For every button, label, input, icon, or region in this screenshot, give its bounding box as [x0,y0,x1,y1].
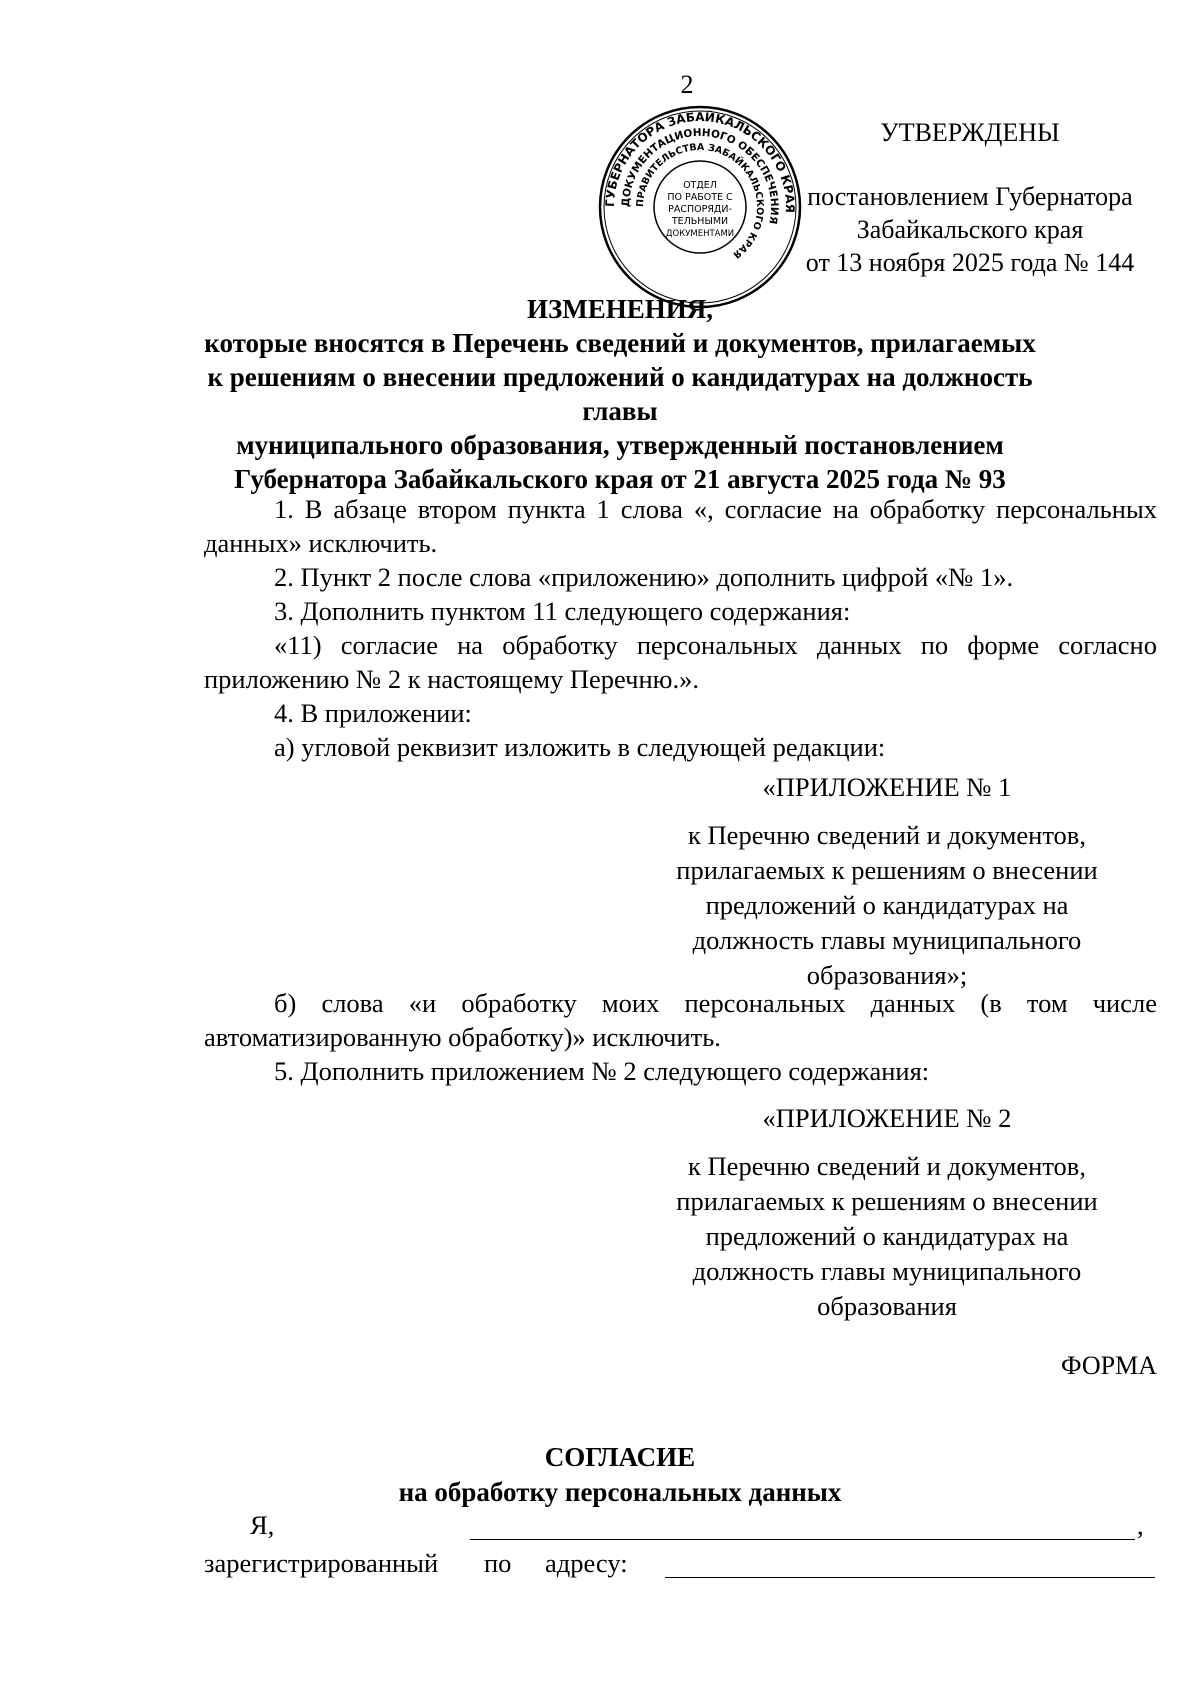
paragraph-7: б) слова «и обработку моих персональных данных (в том числе автоматизированную обработку)» исключить. [204,988,1157,1052]
appendix-2-line-4: должность главы муниципального [692,1256,1082,1286]
title-line-1: ИЗМЕНЕНИЯ, [526,294,713,324]
appendix-1-line-1: к Перечню сведений и документов, [688,820,1086,850]
document-title [180,292,1060,496]
seal-middle-text: ДОКУМЕНТАЦИОННОГО ОБЕСПЕЧЕНИЯ [619,126,781,225]
approval-line-2: Забайкальского края [856,215,1084,244]
consent-title-block [180,1440,1060,1510]
seal-outer-text: ГУБЕРНАТОРА ЗАБАЙКАЛЬСКОГО КРАЯ [602,109,798,214]
paragraph-5: 4. В приложении: [274,698,472,728]
seal-center-line-4: ТЕЛЬНЫМИ [671,216,729,227]
consent-title: СОГЛАСИЕ [544,1442,696,1472]
body-text [204,492,1157,764]
title-line-3: к решениям о внесении предложений о кандидатурах на должность главы [207,362,1033,426]
appendix-1-line-5: образования»; [806,960,968,990]
consent-i-end: , [1137,1510,1144,1540]
paragraph-1: 1. В абзаце втором пункта 1 слова «, согласие на обработку персональных данных» исключить. [204,494,1157,558]
paragraph-6: а) угловой реквизит изложить в следующей редакции: [274,732,886,762]
approval-heading: УТВЕРЖДЕНЫ [880,118,1060,147]
seal-center-line-2: ПО РАБОТЕ С [667,192,733,203]
address-fill-line[interactable] [665,1577,1155,1578]
form-label: ФОРМА [1061,1351,1157,1380]
appendix-2-heading: «ПРИЛОЖЕНИЕ № 2 [762,1103,1012,1133]
appendix-2-block [662,1149,1112,1324]
paragraph-2: 2. Пункт 2 после слова «приложению» дополнить цифрой «№ 1». [274,562,1014,592]
appendix-2-line-3: предложений о кандидатурах на [705,1221,1069,1251]
appendix-2-line-1: к Перечню сведений и документов, [688,1151,1086,1181]
consent-subtitle: на обработку персональных данных [398,1477,842,1507]
title-line-5: Губернатора Забайкальского края от 21 августа 2025 года № 93 [234,464,1006,494]
registration-word-2: по [484,1548,512,1578]
approval-line-3: от 13 ноября 2025 года № 144 [805,248,1135,277]
title-line-2: которые вносятся в Перечень сведений и документов, прилагаемых [204,328,1036,358]
paragraph-8: 5. Дополнить приложением № 2 следующего содержания: [274,1056,930,1086]
name-fill-line[interactable] [470,1539,1135,1540]
registration-row [204,1546,1157,1580]
appendix-1-line-3: предложений о кандидатурах на [705,890,1069,920]
appendix-1-block [662,818,1112,993]
appendix-1-line-2: прилагаемых к решениям о внесении [676,855,1098,885]
title-line-4: муниципального образования, утвержденный постановлением [236,430,1004,460]
seal-center-line-5: ДОКУМЕНТАМИ [665,229,735,239]
appendix-1-line-4: должность главы муниципального [692,925,1082,955]
registration-word-1: зарегистрированный [204,1548,439,1578]
paragraph-3: 3. Дополнить пунктом 11 следующего содержания: [274,596,851,626]
paragraph-4: «11) согласие на обработку персональных данных по форме согласно приложению № 2 к настоящему Перечню.». [204,630,1157,694]
appendix-2-line-5: образования [817,1291,957,1321]
appendix-1-heading: «ПРИЛОЖЕНИЕ № 1 [762,772,1012,802]
appendix-2-line-2: прилагаемых к решениям о внесении [676,1186,1098,1216]
seal-center-line-3: РАСПОРЯДИ- [668,204,732,215]
seal-center-line-1: ОТДЕЛ [683,180,717,191]
page-number: 2 [680,70,694,99]
registration-word-3: адресу: [545,1548,628,1578]
body-text-2 [204,986,1157,1088]
official-seal-icon [597,104,803,310]
consent-i-label: Я, [250,1510,275,1540]
approval-line-1: постановлением Губернатора [807,182,1133,211]
seal-inner-text: ПРАВИТЕЛЬСТВА ЗАБАЙКАЛЬСКОГО КРАЯ [634,141,766,261]
